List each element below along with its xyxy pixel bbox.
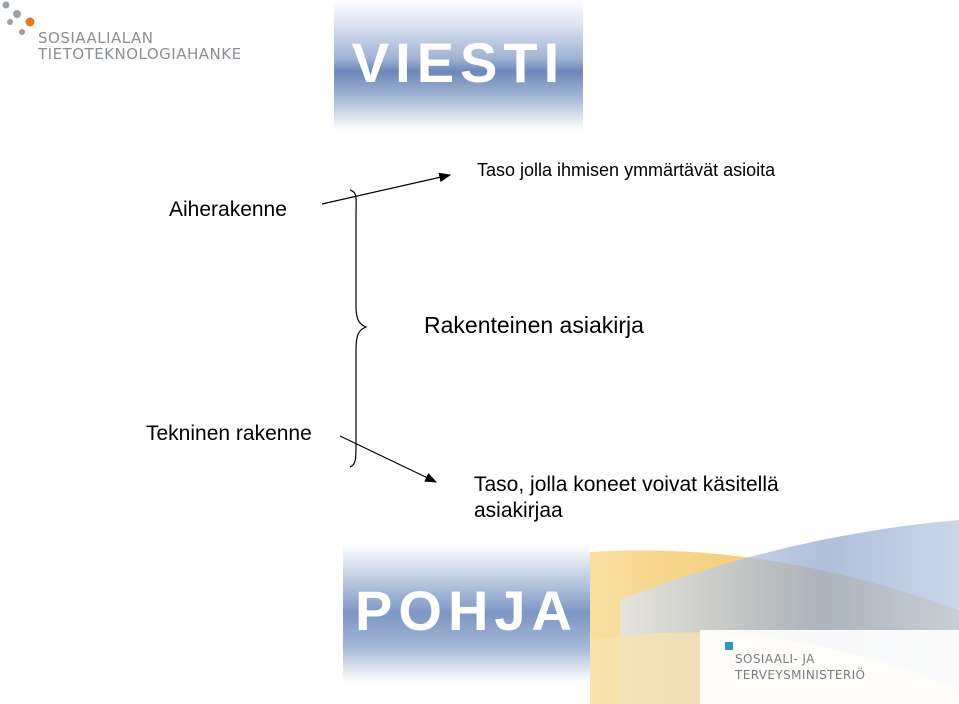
logo-line-2: TIETOTEKNOLOGIAHANKE [38,45,242,63]
center-label: Rakenteinen asiakirja [424,312,644,338]
header-title: VIESTI [351,31,566,94]
footer-title: POHJA [355,579,578,642]
lower-structure-label: Tekninen rakenne [146,422,312,445]
lower-level-description: Taso, jolla koneet voivat käsitellä asiakirjaa [474,473,779,522]
ministry-logo-square-icon [725,642,733,650]
ministry-logo-line-1: SOSIAALI- JA [735,652,815,666]
upper-level-description: Taso jolla ihmisen ymmärtävät asioita [477,160,776,180]
upper-structure-label: Aiherakenne [169,198,287,221]
ministry-logo-line-2: TERVEYSMINISTERIÖ [735,668,866,682]
ministry-logo [735,651,865,683]
logo-line-1: SOSIAALIALAN [38,29,154,47]
